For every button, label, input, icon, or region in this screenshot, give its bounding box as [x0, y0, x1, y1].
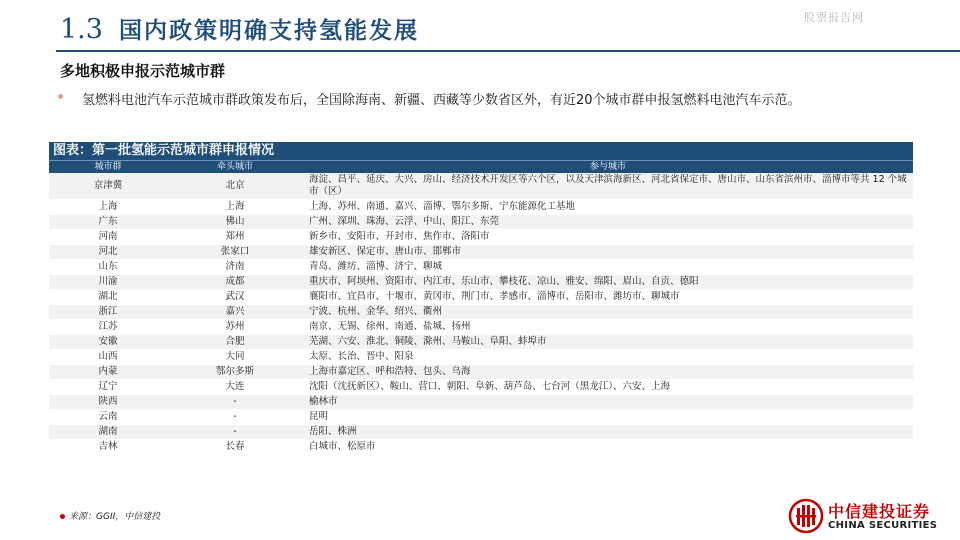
table-row — [49, 335, 913, 350]
lead-city-cell: 合肥 — [167, 335, 303, 350]
participant-cell: 岳阳、株洲 — [303, 425, 913, 440]
table-header-row — [49, 161, 913, 174]
lead-city-cell: 张家口 — [167, 245, 303, 260]
lead-city-cell: 上海 — [167, 200, 303, 215]
cluster-cell: 川渝 — [49, 275, 167, 290]
participant-cell: 榆林市 — [303, 395, 913, 410]
participant-cell: 上海市嘉定区、呼和浩特、包头、乌海 — [303, 365, 913, 380]
cluster-cell: 云南 — [49, 410, 167, 425]
table-caption: 图表：第一批氢能示范城市群申报情况 — [49, 142, 913, 160]
cluster-cell: 广东 — [49, 215, 167, 230]
source-text: 来源：GGII，中信建投 — [69, 512, 161, 522]
source-note — [60, 509, 160, 522]
cluster-cell: 山西 — [49, 350, 167, 365]
participant-cell: 昆明 — [303, 410, 913, 425]
lead-city-cell: 成都 — [167, 275, 303, 290]
page-title — [60, 12, 419, 48]
cluster-cell: 京津冀 — [49, 173, 167, 200]
participant-cell: 上海、苏州、南通、嘉兴、淄博、鄂尔多斯、宁东能源化工基地 — [303, 200, 913, 215]
cluster-cell: 山东 — [49, 260, 167, 275]
watermark: 股票报告网 — [804, 11, 864, 24]
title-divider — [56, 50, 960, 52]
cluster-cell: 河北 — [49, 245, 167, 260]
cluster-cell: 湖北 — [49, 290, 167, 305]
table-row — [49, 350, 913, 365]
bullet-text: 氢燃料电池汽车示范城市群政策发布后，全国除海南、新疆、西藏等少数省区外，有近20个城市群申报氢燃料电池汽车示范。 — [82, 93, 801, 108]
logo-chinese-name: 中信建投证券 — [828, 502, 931, 521]
table-row — [49, 200, 913, 215]
table-row — [49, 173, 913, 200]
section-title: 国内政策明确支持氢能发展 — [118, 18, 419, 44]
cluster-cell: 吉林 — [49, 440, 167, 455]
bullet-icon — [58, 94, 63, 99]
lead-city-cell: - — [167, 395, 303, 410]
column-header: 参与城市 — [303, 161, 913, 174]
cluster-cell: 江苏 — [49, 320, 167, 335]
lead-city-cell: 北京 — [167, 173, 303, 200]
lead-city-cell: 苏州 — [167, 320, 303, 335]
participant-cell: 襄阳市、宜昌市、十堰市、黄冈市、荆门市、孝感市、淄博市、岳阳市、潍坊市、聊城市 — [303, 290, 913, 305]
lead-city-cell: 郑州 — [167, 230, 303, 245]
table-row — [49, 425, 913, 440]
table-row — [49, 440, 913, 455]
subtitle: 多地积极申报示范城市群 — [60, 62, 226, 80]
company-logo — [788, 498, 948, 534]
city-cluster-table — [49, 142, 913, 455]
cluster-cell: 河南 — [49, 230, 167, 245]
table-row — [49, 275, 913, 290]
participant-cell: 新乡市、安阳市、开封市、焦作市、洛阳市 — [303, 230, 913, 245]
lead-city-cell: - — [167, 425, 303, 440]
lead-city-cell: 嘉兴 — [167, 305, 303, 320]
cluster-cell: 浙江 — [49, 305, 167, 320]
table-row — [49, 245, 913, 260]
participant-cell: 沈阳（沈抚新区）、鞍山、营口、朝阳、阜新、葫芦岛、七台河（黑龙江）、六安、上海 — [303, 380, 913, 395]
table-row — [49, 320, 913, 335]
column-header: 牵头城市 — [167, 161, 303, 174]
lead-city-cell: 长春 — [167, 440, 303, 455]
table-row — [49, 290, 913, 305]
cluster-cell: 内蒙 — [49, 365, 167, 380]
cluster-cell: 湖南 — [49, 425, 167, 440]
cluster-cell: 辽宁 — [49, 380, 167, 395]
logo-english-name: CHINA SECURITIES — [828, 520, 938, 531]
participant-cell: 芜湖、六安、淮北、铜陵、滁州、马鞍山、阜阳、蚌埠市 — [303, 335, 913, 350]
lead-city-cell: 鄂尔多斯 — [167, 365, 303, 380]
table-row — [49, 215, 913, 230]
participant-cell: 重庆市、阿坝州、资阳市、内江市、乐山市、攀枝花、凉山、雅安、绵阳、眉山、自贡、德阳 — [303, 275, 913, 290]
participant-cell: 太原、长治、晋中、阳泉 — [303, 350, 913, 365]
table-row — [49, 410, 913, 425]
section-number: 1.3 — [60, 14, 103, 45]
participant-cell: 宁波、杭州、金华、绍兴、衢州 — [303, 305, 913, 320]
table-row — [49, 395, 913, 410]
cluster-cell: 上海 — [49, 200, 167, 215]
column-header: 城市群 — [49, 161, 167, 174]
table-row — [49, 305, 913, 320]
lead-city-cell: 武汉 — [167, 290, 303, 305]
lead-city-cell: 大连 — [167, 380, 303, 395]
participant-cell: 雄安新区、保定市、唐山市、邯郸市 — [303, 245, 913, 260]
logo-emblem-icon — [788, 498, 824, 534]
cluster-cell: 安徽 — [49, 335, 167, 350]
lead-city-cell: 大同 — [167, 350, 303, 365]
data-table — [49, 160, 913, 455]
participant-cell: 海淀、昌平、延庆、大兴、房山、经济技术开发区等六个区，以及天津滨海新区、河北省保定市、唐山市、山东省滨州市、淄博市等共 12 个城市（区） — [303, 173, 913, 200]
lead-city-cell: - — [167, 410, 303, 425]
participant-cell: 广州、深圳、珠海、云浮、中山、阳江、东莞 — [303, 215, 913, 230]
bullet-icon — [60, 514, 65, 519]
table-row — [49, 365, 913, 380]
table-row — [49, 260, 913, 275]
lead-city-cell: 佛山 — [167, 215, 303, 230]
lead-city-cell: 济南 — [167, 260, 303, 275]
participant-cell: 白城市、松原市 — [303, 440, 913, 455]
cluster-cell: 陕西 — [49, 395, 167, 410]
table-row — [49, 380, 913, 395]
table-row — [49, 230, 913, 245]
participant-cell: 青岛、潍坊、淄博、济宁、聊城 — [303, 260, 913, 275]
participant-cell: 南京、无锡、徐州、南通、盐城、扬州 — [303, 320, 913, 335]
